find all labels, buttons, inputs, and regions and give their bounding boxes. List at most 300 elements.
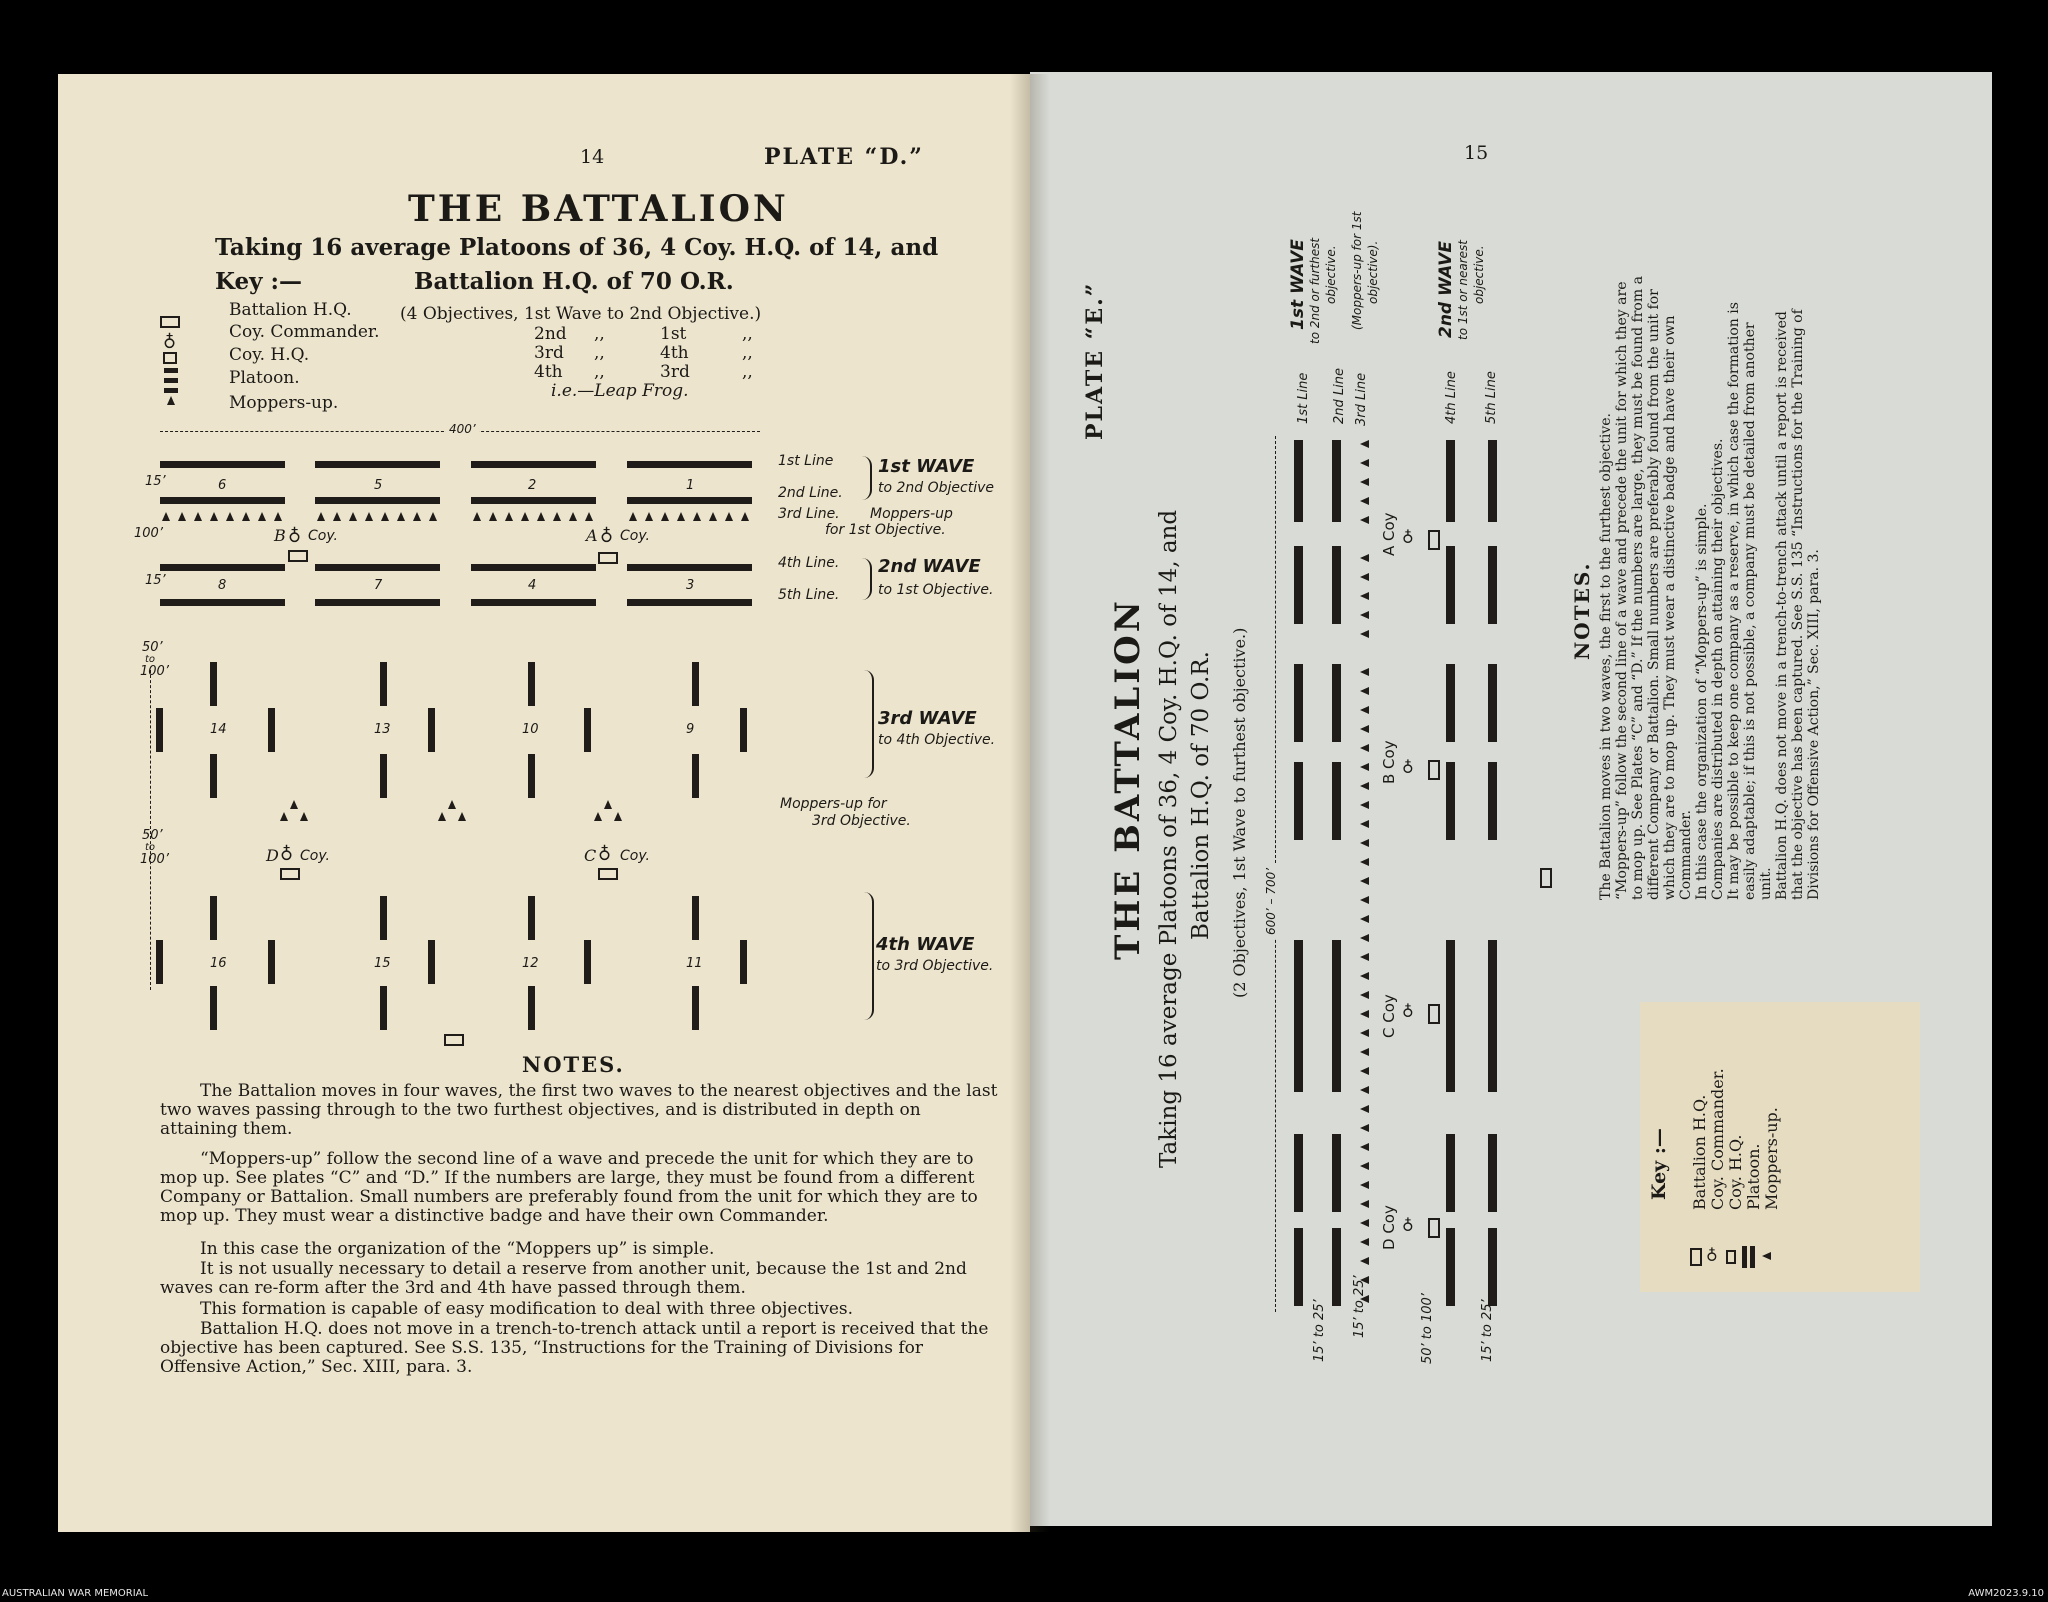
line-label: 5th Line: [1484, 371, 1499, 424]
notes-line: “Moppers-up” follow the second line of a wave and precede the unit for which they are: [1614, 281, 1630, 900]
spacing-label: 15’ to 25’: [1480, 1299, 1495, 1362]
moppers-up-icon: [1360, 858, 1369, 866]
moppers-up-icon: [1360, 592, 1369, 600]
platoon-bar: [268, 708, 275, 752]
moppers-up-icon: [1360, 744, 1369, 752]
platoon-bar: [692, 896, 699, 940]
moppers-up-icon: [1360, 630, 1369, 638]
bracket: [862, 456, 872, 500]
right-objectives-line: (2 Objectives, 1st Wave to furthest objective.): [1230, 627, 1249, 998]
platoon-bar: [584, 708, 591, 752]
notes-line: Companies are distributed in depth on attaining their objectives.: [1710, 438, 1726, 900]
moppers-up-icon: [349, 512, 357, 521]
coy-hq-icon: [288, 550, 308, 562]
coy-letter: D: [266, 846, 279, 865]
moppers-up-icon: [1360, 782, 1369, 790]
platoon-line: [471, 599, 596, 606]
platoon-bar: [692, 986, 699, 1030]
platoon-bar: [1488, 1134, 1497, 1212]
moppers-up-icon: [397, 512, 405, 521]
platoon-number: 7: [374, 578, 383, 593]
platoon-bar: [210, 986, 217, 1030]
notes-line: Divisions for Offensive Action,” Sec. XIII, para. 3.: [1806, 549, 1822, 900]
platoon-line: [315, 564, 440, 571]
platoon-bar: [1488, 664, 1497, 742]
key-item: Coy. H.Q.: [229, 345, 310, 365]
key-item: Platoon.: [1744, 1143, 1763, 1210]
objective-cell: 3rd: [660, 362, 690, 382]
moppers-note: 3rd Objective.: [812, 813, 911, 829]
platoon-line: [315, 461, 440, 468]
platoon-line: [160, 497, 285, 504]
wave-label: 2nd WAVE: [1436, 241, 1456, 338]
moppers-note: Moppers-up for: [780, 796, 887, 812]
objective-cell: 4th: [660, 343, 689, 363]
moppers-up-icon: [677, 512, 685, 521]
platoon-bar: [1294, 664, 1303, 742]
platoon-bar: [1446, 1014, 1455, 1092]
notes-paragraph: The Battalion moves in four waves, the first two waves to the nearest objectives and the last two waves passing through to the two furthest objectives, and is distributed in depth on attaining them.: [160, 1081, 998, 1139]
platoon-line: [315, 599, 440, 606]
moppers-up-icon: [1360, 896, 1369, 904]
coy-label: B Coy: [1380, 740, 1398, 784]
notes-line: different Company or Battalion. Small numbers are preferably found from the unit for: [1646, 289, 1662, 900]
battalion-hq-icon: [1690, 1248, 1702, 1266]
objectives-line: (4 Objectives, 1st Wave to 2nd Objective.): [400, 304, 762, 324]
platoon-line: [627, 461, 752, 468]
moppers-up-icon: [585, 512, 593, 521]
coy-word: Coy.: [300, 848, 330, 864]
notes-title: NOTES.: [1570, 561, 1594, 660]
moppers-up-icon: [614, 812, 622, 821]
wave-desc: to 3rd Objective.: [876, 958, 994, 974]
platoon-bar: [1488, 1228, 1497, 1306]
moppers-up-icon: [1360, 1124, 1369, 1132]
platoon-bar: [1488, 546, 1497, 624]
platoon-bar: [1446, 940, 1455, 1018]
platoon-bar: [210, 754, 217, 798]
spacing-label: to: [145, 654, 156, 665]
platoon-bar: [1294, 440, 1303, 522]
moppers-up-icon: [693, 512, 701, 521]
platoon-number: 11: [686, 956, 703, 971]
left-plate-label: PLATE “D.”: [764, 144, 924, 170]
platoon-line: [471, 461, 596, 468]
notes-line: It may be possible to keep one company as a reserve, in which case the formation is: [1726, 302, 1742, 900]
platoon-number: 16: [210, 956, 227, 971]
left-title: THE BATTALION: [408, 188, 789, 230]
wave-desc: to 4th Objective.: [878, 732, 996, 748]
left-key-label: Key :—: [215, 268, 302, 295]
moppers-up-icon: [1360, 991, 1369, 999]
notes-paragraph: In this case the organization of the “Moppers up” is simple.: [200, 1239, 715, 1259]
notes-line: unit.: [1758, 867, 1774, 900]
platoon-bar: [1332, 664, 1341, 742]
coy-hq-icon: [1726, 1250, 1736, 1264]
platoon-bar: [380, 754, 387, 798]
platoon-bar: [1446, 762, 1455, 840]
platoon-number: 5: [374, 478, 383, 493]
spacing-label: 15’: [145, 474, 166, 489]
line-label: 5th Line.: [778, 587, 840, 603]
bracket: [864, 670, 874, 778]
platoon-bar: [1332, 546, 1341, 624]
moppers-up-icon: [1360, 1219, 1369, 1227]
moppers-up-icon: [741, 512, 749, 521]
platoon-icon: [164, 368, 178, 373]
platoon-bar: [740, 708, 747, 752]
moppers-up-icon: [629, 512, 637, 521]
notes-line: Commander.: [1678, 810, 1694, 900]
moppers-up-icon: [194, 512, 202, 521]
moppers-up-icon: [1360, 1162, 1369, 1170]
moppers-note: Moppers-up: [870, 506, 953, 522]
notes-paragraph: Battalion H.Q. does not move in a trench-to-trench attack until a report is received that the objective has been captured. See S.S. 135, “Instructions for the Training of Divisions for Offensive Action,” Sec. XIII, para. 3.: [160, 1319, 989, 1377]
wave-desc: to 2nd or furthest: [1308, 237, 1322, 344]
platoon-line: [627, 599, 752, 606]
wave-desc: to 1st or nearest: [1456, 240, 1470, 340]
battalion-hq-icon: [160, 316, 180, 328]
coy-commander-icon: ♁: [288, 524, 302, 545]
moppers-up-icon: [1360, 801, 1369, 809]
moppers-up-icon: [1360, 972, 1369, 980]
footer-id: AWM2023.9.10: [1968, 1588, 2044, 1599]
moppers-up-icon: [429, 512, 437, 521]
platoon-bar: [1332, 762, 1341, 840]
moppers-up-icon: [1360, 1029, 1369, 1037]
spacing-label: 100’: [140, 664, 169, 679]
platoon-number: 14: [210, 722, 227, 737]
platoon-bar: [584, 940, 591, 984]
coy-word: Coy.: [620, 848, 650, 864]
moppers-up-icon: [1360, 668, 1369, 676]
platoon-number: 13: [374, 722, 391, 737]
coy-commander-icon: ♁: [1402, 1000, 1414, 1019]
spacing-label: 15’ to 25’: [1352, 1275, 1367, 1338]
left-subtitle-1: Taking 16 average Platoons of 36, 4 Coy. H.Q. of 14, and: [215, 234, 939, 261]
platoon-bar: [528, 896, 535, 940]
moppers-up-icon: [1360, 877, 1369, 885]
moppers-up-icon: [448, 800, 456, 809]
coy-word: Coy.: [308, 528, 338, 544]
notes-title: NOTES.: [522, 1052, 625, 1077]
moppers-up-icon: [489, 512, 497, 521]
moppers-up-icon: [1360, 1181, 1369, 1189]
moppers-up-icon: [1762, 1252, 1771, 1260]
moppers-up-icon: [1360, 1257, 1369, 1265]
line-label: 4th Line: [1444, 371, 1459, 424]
platoon-line: [160, 564, 285, 571]
moppers-up-icon: [1360, 554, 1369, 562]
platoon-number: 1: [686, 478, 695, 493]
platoon-bar: [1294, 762, 1303, 840]
platoon-number: 8: [218, 578, 227, 593]
platoon-bar: [1446, 1134, 1455, 1212]
platoon-line: [315, 497, 440, 504]
leap-frog-note: i.e.—Leap Frog.: [551, 381, 689, 401]
platoon-bar: [1488, 1014, 1497, 1092]
coy-label: D Coy: [1380, 1205, 1398, 1250]
objective-cell: 4th: [534, 362, 563, 382]
objective-cell: 1st: [660, 324, 687, 344]
platoon-bar: [428, 708, 435, 752]
moppers-up-icon: [1360, 1048, 1369, 1056]
coy-commander-icon: ♁: [1706, 1244, 1718, 1263]
coy-hq-icon: [1428, 1004, 1440, 1024]
moppers-up-icon: [473, 512, 481, 521]
key-item: Coy. Commander.: [229, 322, 380, 342]
platoon-bar: [528, 662, 535, 706]
wave-label: 3rd WAVE: [878, 708, 977, 729]
moppers-up-icon: [1360, 1143, 1369, 1151]
platoon-bar: [380, 896, 387, 940]
width-label: 400’: [446, 422, 479, 436]
platoon-number: 3: [686, 578, 695, 593]
moppers-up-icon: [333, 512, 341, 521]
moppers-up-icon: [553, 512, 561, 521]
platoon-bar: [1332, 1228, 1341, 1306]
platoon-icon: [1742, 1246, 1747, 1268]
platoon-bar: [692, 754, 699, 798]
moppers-up-icon: [1360, 1067, 1369, 1075]
moppers-up-icon: [1360, 1200, 1369, 1208]
coy-label: C Coy: [1380, 994, 1398, 1038]
platoon-bar: [1332, 1134, 1341, 1212]
moppers-up-icon: [604, 800, 612, 809]
right-title: THE BATTALION: [1108, 598, 1148, 960]
platoon-bar: [428, 940, 435, 984]
bracket: [864, 892, 874, 1020]
moppers-up-icon: [413, 512, 421, 521]
moppers-up-icon: [458, 812, 466, 821]
left-subtitle-2: Battalion H.Q. of 70 O.R.: [414, 268, 734, 295]
wave-label: 4th WAVE: [876, 934, 975, 955]
coy-word: Coy.: [620, 528, 650, 544]
moppers-up-icon: [1360, 1105, 1369, 1113]
platoon-bar: [528, 754, 535, 798]
platoon-number: 12: [522, 956, 539, 971]
moppers-up-icon: [1360, 915, 1369, 923]
coy-letter: C: [584, 846, 597, 865]
spacing-label: to: [145, 842, 156, 853]
moppers-up-icon: [290, 800, 298, 809]
moppers-up-icon: [1360, 687, 1369, 695]
platoon-line: [627, 564, 752, 571]
moppers-up-icon: [1360, 1010, 1369, 1018]
moppers-up-icon: [725, 512, 733, 521]
moppers-up-icon: [1360, 953, 1369, 961]
platoon-bar: [380, 986, 387, 1030]
key-item: Coy. Commander.: [1708, 1068, 1727, 1210]
notes-paragraph: This formation is capable of easy modification to deal with three objectives.: [200, 1299, 854, 1319]
platoon-bar: [1294, 940, 1303, 1018]
footer-credit: AUSTRALIAN WAR MEMORIAL: [2, 1588, 149, 1599]
platoon-number: 9: [686, 722, 695, 737]
key-item: Battalion H.Q.: [229, 300, 352, 320]
moppers-up-icon: [274, 512, 282, 521]
coy-commander-icon: ♁: [1402, 526, 1414, 545]
wave-label: 2nd WAVE: [878, 556, 981, 577]
wave-desc: objective.: [1472, 245, 1486, 304]
line-label: 3rd Line.: [778, 506, 840, 522]
moppers-up-icon: [210, 512, 218, 521]
moppers-note: for 1st Objective.: [825, 522, 946, 538]
moppers-up-icon: [1360, 934, 1369, 942]
moppers-up-icon: [438, 812, 446, 821]
platoon-line: [471, 497, 596, 504]
moppers-up-icon: [569, 512, 577, 521]
moppers-up-icon: [1360, 820, 1369, 828]
objective-cell: ,,: [594, 362, 605, 382]
line-label: 3rd Line: [1354, 372, 1369, 426]
coy-letter: A: [586, 526, 598, 545]
coy-hq-icon: [1428, 1218, 1440, 1238]
moppers-up-icon: [178, 512, 186, 521]
spacing-label: 100’: [134, 526, 163, 541]
moppers-up-icon: [167, 396, 175, 405]
platoon-bar: [1488, 440, 1497, 522]
notes-line: easily adaptable; if this is not possible, a company must be detailed from another: [1742, 322, 1758, 900]
moppers-up-icon: [1360, 611, 1369, 619]
platoon-bar: [1294, 1014, 1303, 1092]
platoon-line: [471, 564, 596, 571]
objective-cell: ,,: [742, 343, 753, 363]
objective-cell: 2nd: [534, 324, 567, 344]
moppers-up-icon: [537, 512, 545, 521]
platoon-number: 2: [528, 478, 537, 493]
moppers-up-icon: [1360, 706, 1369, 714]
platoon-bar: [1332, 1014, 1341, 1092]
platoon-bar: [1294, 1134, 1303, 1212]
wave-label: 1st WAVE: [1288, 239, 1308, 330]
moppers-up-icon: [521, 512, 529, 521]
moppers-up-icon: [242, 512, 250, 521]
notes-line: which they are to mop up. They must wear a distinctive badge and have their own: [1662, 315, 1678, 900]
battalion-hq-icon: [444, 1034, 464, 1046]
moppers-up-icon: [1360, 1086, 1369, 1094]
coy-hq-icon: [598, 552, 618, 564]
moppers-up-icon: [594, 812, 602, 821]
platoon-bar: [156, 940, 163, 984]
spacing-label: 15’ to 25’: [1312, 1299, 1327, 1362]
coy-hq-icon: [1428, 530, 1440, 550]
platoon-bar: [1294, 1228, 1303, 1306]
platoon-bar: [268, 940, 275, 984]
line-label: 2nd Line.: [778, 485, 843, 501]
platoon-bar: [1332, 940, 1341, 1018]
platoon-number: 10: [522, 722, 539, 737]
platoon-line: [627, 497, 752, 504]
moppers-up-icon: [317, 512, 325, 521]
notes-paragraph: “Moppers-up” follow the second line of a wave and precede the unit for which they are to mop up. See plates “C” and “D.” If the numbers are large, they must be found from a different Company or Battalion. Small numbers are preferably found from the unit for which they are to mop up. They must wear a distinctive badge and have their own Commander.: [160, 1149, 978, 1226]
moppers-up-icon: [1360, 459, 1369, 467]
moppers-up-icon: [1360, 440, 1369, 448]
depth-arrow: [150, 670, 152, 990]
moppers-up-icon: [162, 512, 170, 521]
line-label: 1st Line: [1296, 372, 1311, 424]
notes-line: In this case the organization of “Moppers-up” is simple.: [1694, 503, 1710, 900]
notes-paragraph: It is not usually necessary to detail a reserve from another unit, because the 1st and 2nd waves can re-form after the 3rd and 4th have passed through them.: [160, 1259, 967, 1298]
wave-desc: to 1st Objective.: [878, 582, 994, 598]
coy-label: A Coy: [1380, 512, 1398, 556]
book-spine: [1010, 74, 1050, 1532]
right-subtitle-1: Taking 16 average Platoons of 36, 4 Coy. H.Q. of 14, and: [1156, 509, 1182, 1168]
platoon-bar: [1488, 762, 1497, 840]
notes-line: that the objective has been captured. See S.S. 135 “Instructions for the Training of: [1790, 309, 1806, 900]
platoon-bar: [1294, 546, 1303, 624]
moppers-up-icon: [300, 812, 308, 821]
moppers-up-icon: [1360, 497, 1369, 505]
objective-cell: 3rd: [534, 343, 564, 363]
right-key-label: Key :—: [1648, 1128, 1670, 1200]
moppers-up-icon: [1360, 516, 1369, 524]
wave-desc: to 2nd Objective: [878, 480, 995, 496]
coy-commander-icon: ♁: [280, 842, 294, 863]
bracket: [862, 558, 872, 600]
platoon-bar: [1446, 664, 1455, 742]
moppers-up-icon: [280, 812, 288, 821]
moppers-up-icon: [226, 512, 234, 521]
coy-commander-icon: ♁: [600, 524, 614, 545]
wave-desc: objective.: [1324, 245, 1338, 304]
platoon-bar: [1446, 546, 1455, 624]
moppers-up-icon: [505, 512, 513, 521]
platoon-bar: [380, 662, 387, 706]
platoon-bar: [528, 986, 535, 1030]
coy-letter: B: [274, 526, 286, 545]
notes-line: The Battalion moves in two waves, the first to the furthest objective.: [1598, 413, 1614, 900]
platoon-number: 15: [374, 956, 391, 971]
platoon-bar: [740, 940, 747, 984]
platoon-number: 6: [218, 478, 227, 493]
key-item: Moppers-up.: [1762, 1107, 1781, 1210]
width-label: 600’ – 700’: [1264, 865, 1278, 938]
key-item: Moppers-up.: [229, 393, 339, 413]
coy-commander-icon: ♁: [598, 842, 612, 863]
moppers-up-icon: [1360, 725, 1369, 733]
moppers-up-icon: [645, 512, 653, 521]
spacing-label: 50’: [142, 640, 163, 655]
objective-cell: ,,: [594, 324, 605, 344]
moppers-up-icon: [1360, 478, 1369, 486]
moppers-up-icon: [1360, 1238, 1369, 1246]
moppers-up-icon: [365, 512, 373, 521]
coy-commander-icon: ♁: [1402, 1214, 1414, 1233]
battalion-hq-icon: [1540, 868, 1552, 888]
objective-cell: ,,: [594, 343, 605, 363]
coy-commander-icon: ♁: [163, 330, 177, 351]
coy-hq-icon: [1428, 760, 1440, 780]
wave-label: 1st WAVE: [878, 456, 975, 477]
moppers-up-icon: [258, 512, 266, 521]
platoon-icon: [164, 388, 178, 393]
moppers-note: (Moppers-up for 1st: [1350, 211, 1364, 330]
platoon-bar: [1488, 940, 1497, 1018]
platoon-bar: [210, 662, 217, 706]
platoon-number: 4: [528, 578, 537, 593]
platoon-icon: [1750, 1246, 1755, 1268]
moppers-up-icon: [661, 512, 669, 521]
platoon-line: [160, 461, 285, 468]
platoon-bar: [210, 896, 217, 940]
right-plate-label: PLATE “E.”: [1082, 281, 1108, 440]
objective-cell: ,,: [742, 362, 753, 382]
notes-line: to mop up. See Plates “C” and “D.” If the numbers are large, they must be found from a: [1630, 276, 1646, 900]
platoon-bar: [1446, 440, 1455, 522]
moppers-up-icon: [381, 512, 389, 521]
key-item: Coy. H.Q.: [1726, 1134, 1745, 1210]
objective-cell: ,,: [742, 324, 753, 344]
